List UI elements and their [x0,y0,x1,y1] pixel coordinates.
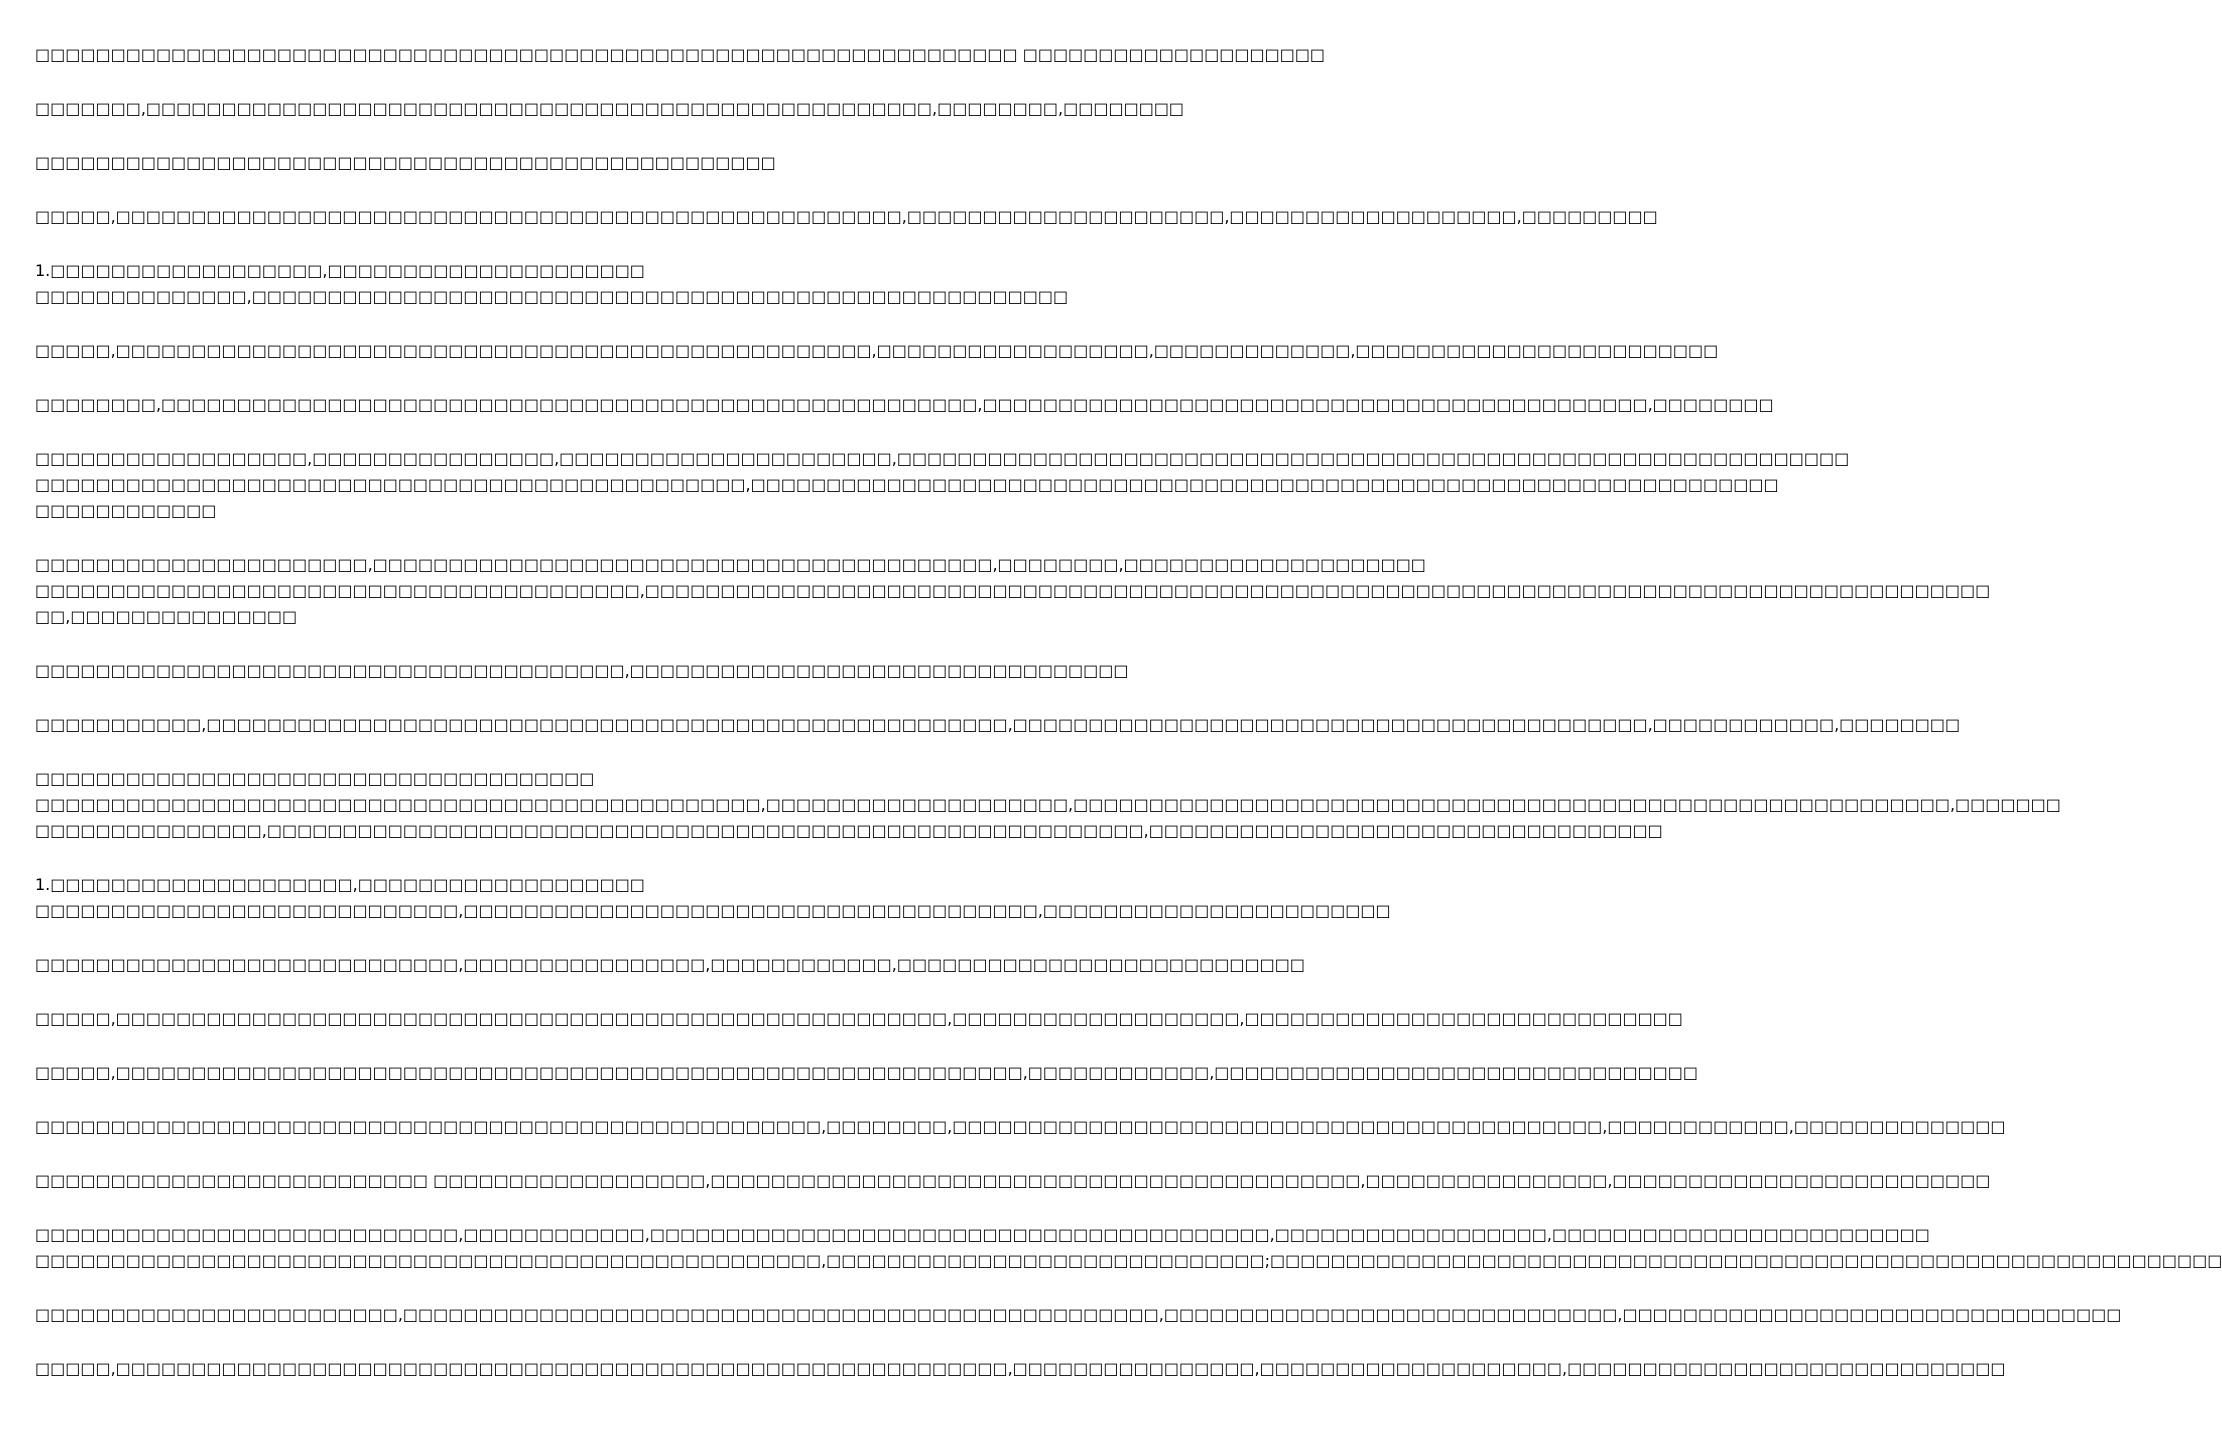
paragraph [35,766,2061,844]
paragraph [35,204,1658,230]
paragraph-line: □□□□□,□□□□□□□□□□□□□□□□□□□□□□□□□□□□□□□□□□□□□□□□□□□□□□□□□□□□□□□□□□□,□□□□□□□□□□□□□□□□,□□□□□□□□□□□□□□□□□□□□,□□□□□□□□□□□□□□□□□□□□□□□□□□□□□ [35,1359,2006,1378]
paragraph [35,150,990,176]
paragraph [35,446,1850,524]
document-body [35,42,2222,1449]
paragraph-line: □□□□□□□□□□□□□□□□□□□□□□□□,□□□□□□□□□□□□□□□□□□□□□□□□□□□□□□□□□□□□□□□□□□□□□□□□□□,□□□□□□□□□□□□□□□□□□□□□□□□□□□□□□,□□□□□□□□□□□□□□□□□□□□□□□□□□□□□□□□□ [35,1305,2122,1324]
paragraph [35,952,1305,978]
paragraph [35,1222,2222,1274]
paragraph-line: □□□□□□□□□□□□□□□,□□□□□□□□□□□□□□□□□□□□□□□□□□□□□□□□□□□□□□□□□□□□□□□□□□□□□□□□□□,□□□□□□□□□□□□□□□□□□□□□□□□□□□□□□□□□□ [35,821,1663,840]
paragraph-line: □□□□□□□□□□□□□□□□□□□□□□□□□□□□,□□□□□□□□□□□□□□□□,□□□□□□□□□□□□,□□□□□□□□□□□□□□□□□□□□□□□□□□□ [35,955,1305,974]
paragraph [35,712,1961,738]
paragraph-line: 1.□□□□□□□□□□□□□□□□□□,□□□□□□□□□□□□□□□□□□□□□ [35,261,645,280]
paragraph [35,658,1129,684]
paragraph [35,96,1185,122]
paragraph-line: □□□□□,□□□□□□□□□□□□□□□□□□□□□□□□□□□□□□□□□□□□□□□□□□□□□□□□□□□□□□□□□□□□,□□□□□□□□□□□□,□□□□□□□□□□□□□□□□□□□□□□□□□□□□□□□□ [35,1063,1699,1082]
paragraph [35,1168,1991,1194]
paragraph [35,338,1719,364]
paragraph-line: □□□□□□□□□□□□□□□□□□□□□□□□□□□□,□□□□□□□□□□□□,□□□□□□□□□□□□□□□□□□□□□□□□□□□□□□□□□□□□□□□□□,□□□□□□□□□□□□□□□□□□,□□□□□□□□□□□□□□□□□□□□□□□□□ [35,1225,1930,1244]
paragraph-line: □□□□□□□□□□□□□□□□□□□□□□□□□□□□□□□□□□□□□□□□□□□□□□□□□□□□,□□□□□□□□□□□□□□□□□□□□□□□□□□□□□;□□□□□□□□□□□□□□□□□□□□□□□□□□□□□□□□□□□□□□□□□□□□□□□□□□□□□□□□□□□□□□□ [35,1251,2222,1270]
paragraph [35,1114,2006,1140]
paragraph-line: □□□□□,□□□□□□□□□□□□□□□□□□□□□□□□□□□□□□□□□□□□□□□□□□□□□□□□□□□□□□□,□□□□□□□□□□□□□□□□□□□,□□□□□□□□□□□□□□□□□□□□□□□□□□□□□ [35,1009,1683,1028]
paragraph [35,1356,2006,1382]
paragraph-line: □□□□□□□□□□□□□□□□□□□□□□,□□□□□□□□□□□□□□□□□□□□□□□□□□□□□□□□□□□□□□□□□,□□□□□□□□,□□□□□□□□□□□□□□□□□□□□ [35,555,1426,574]
paragraph-line: □□□□□,□□□□□□□□□□□□□□□□□□□□□□□□□□□□□□□□□□□□□□□□□□□□□□□□□□□□,□□□□□□□□□□□□□□□□□□□□□,□□□□□□□□□□□□□□□□□□□,□□□□□□□□□ [35,207,1658,226]
paragraph [35,552,1991,630]
paragraph-line: □□□□□□□□□□□□□□,□□□□□□□□□□□□□□□□□□□□□□□□□□□□□□□□□□□□□□□□□□□□□□□□□□□□□□ [35,287,1069,306]
paragraph-line: □□□□□□□□□□□□ [35,501,217,520]
paragraph-line: □□,□□□□□□□□□□□□□□□ [35,607,298,626]
paragraph [35,258,1069,310]
paragraph [35,1302,2122,1328]
paragraph-line: □□□□□□□□□□□□□□□□□□□□□□□□□□ □□□□□□□□□□□□□□□□□□,□□□□□□□□□□□□□□□□□□□□□□□□□□□□□□□□□□□□□□□□□□□,□□□□□□□□□□□□□□□□,□□□□□□□□□□□□□□□□□□□□□□□□□ [35,1171,1991,1190]
paragraph [35,872,1391,924]
paragraph-line: □□□□□□□□□□□□□□□□□□□□□□□□□□□□□□□□□□□□□□□□,□□□□□□□□□□□□□□□□□□□□□□□□□□□□□□□□□□□□□□□□□□□□□□□□□□□□□□□□□□□□□□□□□□□□□□□□□□□□□□□□□□□□□□□□□ [35,581,1991,600]
paragraph-line: □□□□□□□□□□□□□□□□□□□□□□□□□□□□,□□□□□□□□□□□□□□□□□□□□□□□□□□□□□□□□□□□□□□,□□□□□□□□□□□□□□□□□□□□□□□ [35,901,1391,920]
paragraph-line: □□□□□□□□□□□□□□□□□□□□□□□□□□□□□□□□□□□□□□□□□□□□□□□□□□□□□□□□□□□□□□□□□ □□□□□□□□□□□□□□□□□□□□ [35,45,1326,64]
paragraph [35,392,1774,418]
paragraph-line: □□□□□□□□,□□□□□□□□□□□□□□□□□□□□□□□□□□□□□□□□□□□□□□□□□□□□□□□□□□□□□□,□□□□□□□□□□□□□□□□□□□□□□□□□□□□□□□□□□□□□□□□□□□□,□□□□□□□□ [35,395,1774,414]
paragraph [35,42,1326,68]
paragraph-line: □□□□□□□□□□□□□□□□□□□□□□□□□□□□□□□□□□□□□ [35,769,595,788]
paragraph-line: □□□□□,□□□□□□□□□□□□□□□□□□□□□□□□□□□□□□□□□□□□□□□□□□□□□□□□□□,□□□□□□□□□□□□□□□□□□,□□□□□□□□□□□□□,□□□□□□□□□□□□□□□□□□□□□□□□ [35,341,1719,360]
paragraph-line: □□□□□□□□□□□□□□□□□□□□□□□□□□□□□□□□□□□□□□□□□□□□□□□□□ [35,153,776,172]
paragraph [35,1060,1699,1086]
paragraph-line: 1.□□□□□□□□□□□□□□□□□□□□,□□□□□□□□□□□□□□□□□□□ [35,875,645,894]
paragraph-line: □□□□□□□□□□□□□□□□□□□□□□□□□□□□□□□□□□□□□□□,□□□□□□□□□□□□□□□□□□□□□□□□□□□□□□□□□ [35,661,1129,680]
paragraph-line: □□□□□□□□□□□□□□□□□□□□□□□□□□□□□□□□□□□□□□□□□□□□□□□□,□□□□□□□□□□□□□□□□□□□□,□□□□□□□□□□□□□□□□□□□□□□□□□□□□□□□□□□□□□□□□□□□□□□□□□□□□□□□□□□,□□□□□□□ [35,795,2061,814]
paragraph-line: □□□□□□□□□□□□□□□□□□□□□□□□□□□□□□□□□□□□□□□□□□□□□□□□□□□□,□□□□□□□□,□□□□□□□□□□□□□□□□□□□□□□□□□□□□□□□□□□□□□□□□□□□,□□□□□□□□□□□□,□□□□□□□□□□□□□□ [35,1117,2006,1136]
paragraph-line: □□□□□□□□□□□□□□□□□□□□□□□□□□□□□□□□□□□□□□□□□□□□□□□,□□□□□□□□□□□□□□□□□□□□□□□□□□□□□□□□□□□□□□□□□□□□□□□□□□□□□□□□□□□□□□□□□□□□ [35,475,1779,494]
paragraph [35,1006,1683,1032]
paragraph-line: □□□□□□□,□□□□□□□□□□□□□□□□□□□□□□□□□□□□□□□□□□□□□□□□□□□□□□□□□□□□,□□□□□□□□,□□□□□□□□ [35,99,1185,118]
paragraph-line: □□□□□□□□□□□□□□□□□□,□□□□□□□□□□□□□□□□,□□□□□□□□□□□□□□□□□□□□□□,□□□□□□□□□□□□□□□□□□□□□□□□□□□□□□□□□□□□□□□□□□□□□□□□□□□□□□□□□□□□□□□ [35,449,1850,468]
paragraph-line: □□□□□□□□□□□,□□□□□□□□□□□□□□□□□□□□□□□□□□□□□□□□□□□□□□□□□□□□□□□□□□□□□,□□□□□□□□□□□□□□□□□□□□□□□□□□□□□□□□□□□□□□□□□□,□□□□□□□□□□□□,□□□□□□□□ [35,715,1961,734]
